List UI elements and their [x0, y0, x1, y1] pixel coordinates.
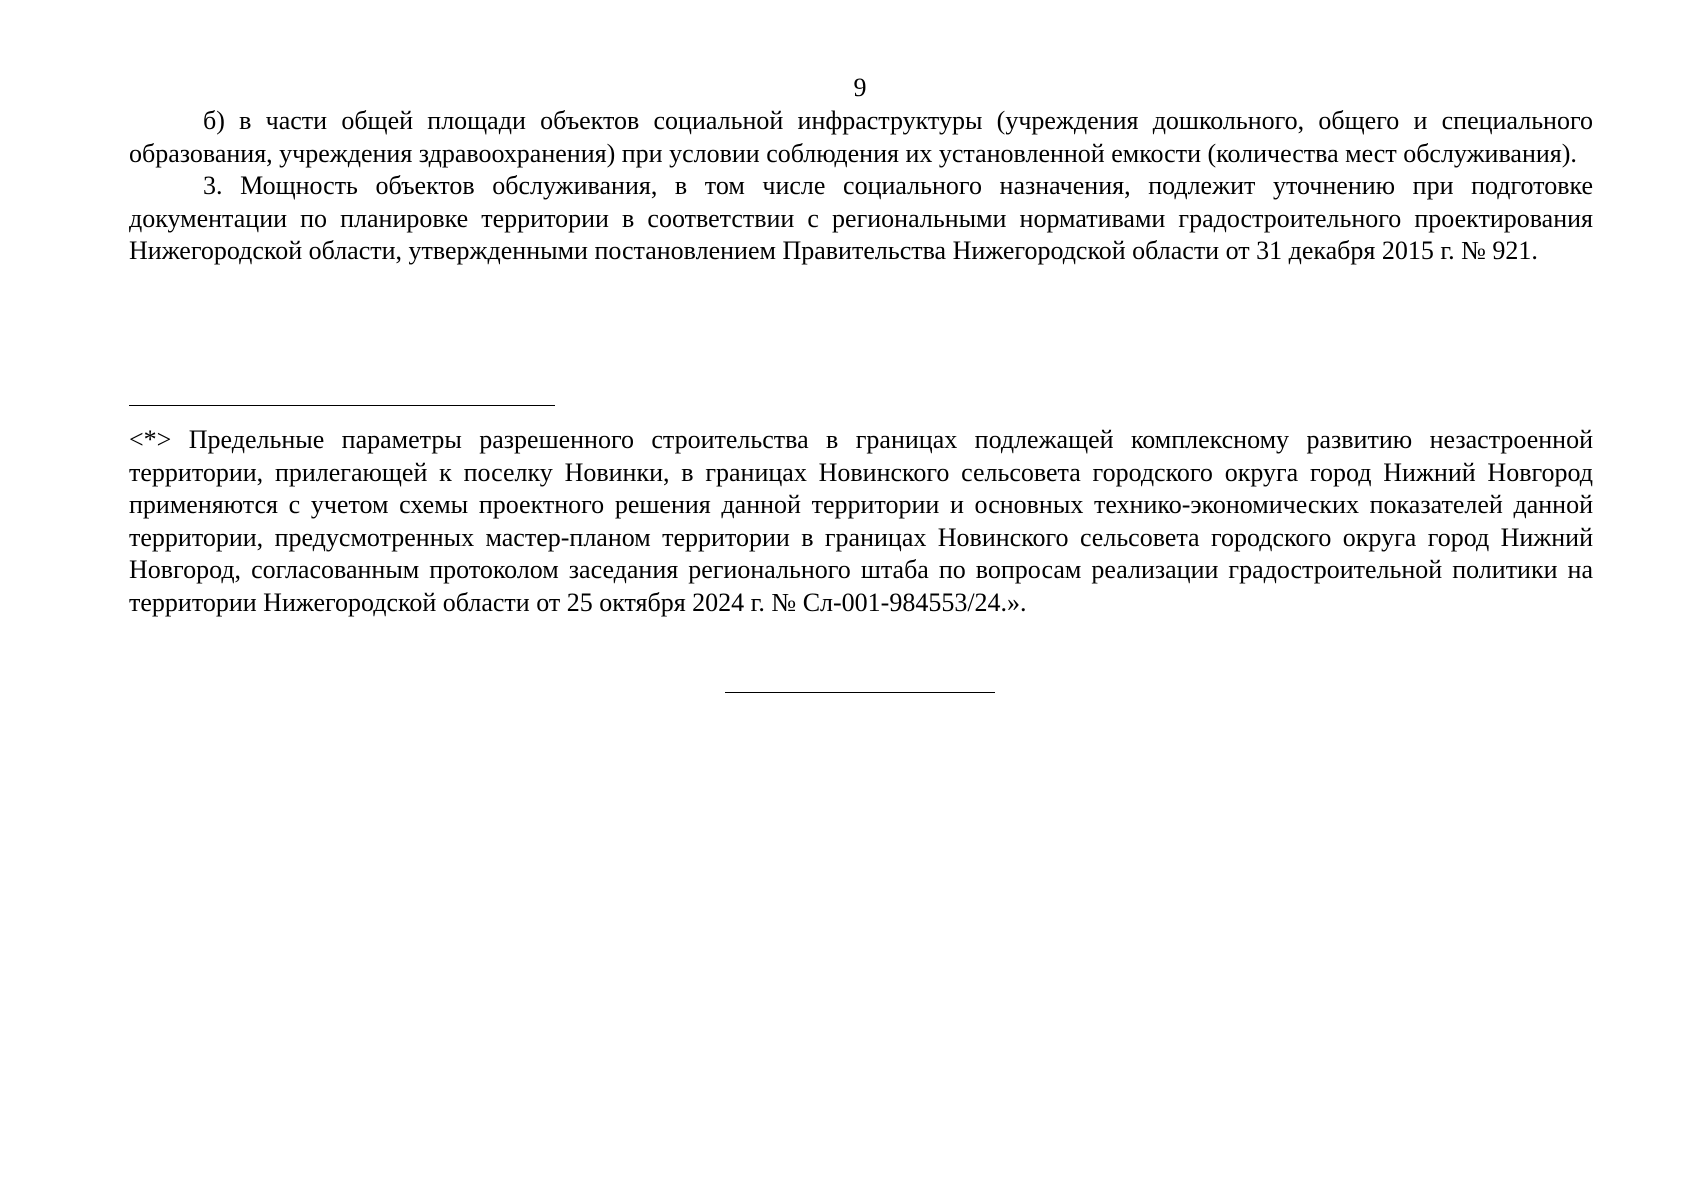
paragraph-b: б) в части общей площади объектов социальной инфраструктуры (учреждения дошкольного, общего и специального образования, учреждения здравоохранения) при условии соблюдения их установленной емкости (количества мест обслуживания).	[129, 106, 1593, 168]
main-text	[129, 105, 1593, 268]
paragraph-3: 3. Мощность объектов обслуживания, в том числе социального назначения, подлежит уточнению при подготовке документации по планировке территории в соответствии с региональными нормативами градостроительного проектирования Нижегородской области, утвержденными постановлением Правительства Нижегородской области от 31 декабря 2015 г. № 921.	[129, 171, 1593, 266]
end-of-document-rule	[725, 692, 995, 693]
page-number: 9	[853, 73, 867, 102]
footnote-separator	[129, 405, 555, 406]
footnote-text: <*> Предельные параметры разрешенного строительства в границах подлежащей комплексному развитию незастроенной территории, прилегающей к поселку Новинки, в границах Новинского сельсовета городского округа город Нижний Новгород применяются с учетом схемы проектного решения данной территории и основных технико-экономических показателей данной территории, предусмотренных мастер-планом территории в границах Новинского сельсовета городского округа город Нижний Новгород, согласованным протоколом заседания регионального штаба по вопросам реализации градостроительной политики на территории Нижегородской области от 25 октября 2024 г. № Сл-001-984553/24.».	[129, 425, 1593, 617]
